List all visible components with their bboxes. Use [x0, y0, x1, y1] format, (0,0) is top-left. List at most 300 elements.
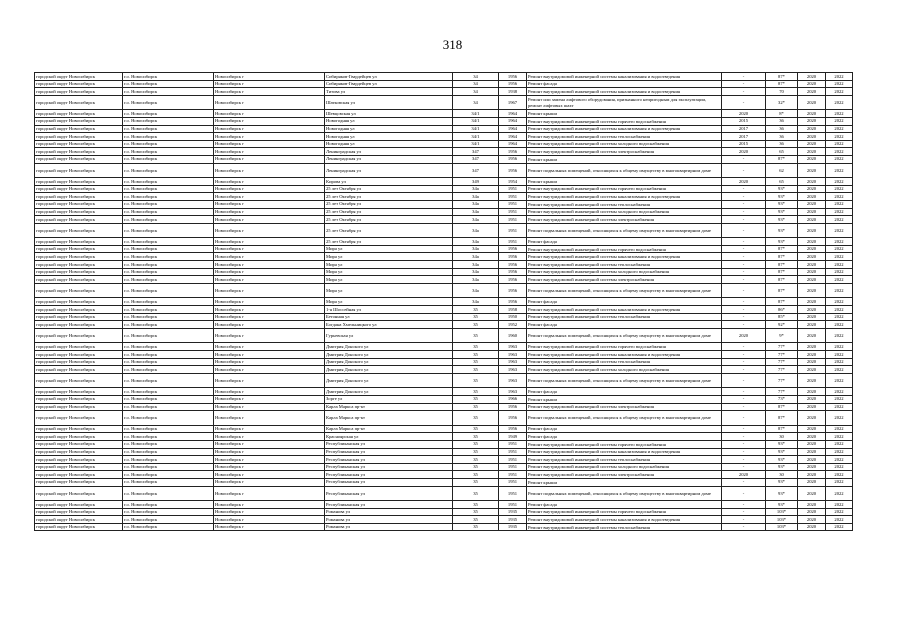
cell-district: г.о. Новосибирск	[123, 471, 214, 479]
cell-year-built: 1956	[499, 425, 527, 433]
cell-wear-percent: 77*	[766, 358, 798, 366]
cell-year-built: 1956	[499, 245, 527, 253]
table-row	[35, 433, 853, 441]
cell-plan-end: 2022	[826, 133, 853, 141]
cell-municipality: городской округ Новосибирск	[35, 425, 123, 433]
table-row	[35, 425, 853, 433]
table-row	[35, 403, 853, 411]
cell-year-built: 1951	[499, 463, 527, 471]
cell-district: г.о. Новосибирск	[123, 155, 214, 163]
cell-street: Дмитрия Донского ул	[325, 343, 453, 351]
cell-settlement: Новосибирск г	[214, 343, 325, 351]
cell-settlement: Новосибирск г	[214, 261, 325, 269]
cell-last-repair-year: -	[722, 388, 766, 396]
cell-municipality: городской округ Новосибирск	[35, 448, 123, 456]
cell-plan-start: 2020	[798, 261, 826, 269]
cell-wear-percent: 92*	[766, 321, 798, 329]
cell-district: г.о. Новосибирск	[123, 298, 214, 306]
cell-house: 35	[453, 388, 499, 396]
table-row	[35, 80, 853, 88]
cell-district: г.о. Новосибирск	[123, 245, 214, 253]
cell-year-built: 1960	[499, 328, 527, 343]
cell-municipality: городской округ Новосибирск	[35, 185, 123, 193]
cell-wear-percent: 93*	[766, 501, 798, 509]
cell-plan-start: 2020	[798, 253, 826, 261]
cell-work-type: Ремонт фасада	[527, 80, 722, 88]
cell-municipality: городской округ Новосибирск	[35, 373, 123, 388]
cell-work-type: Ремонт или замена лифтового оборудования, признанного непригодным для эксплуатации, ремонт лифтовых шахт	[527, 95, 722, 110]
cell-settlement: Новосибирск г	[214, 411, 325, 426]
cell-work-type: Ремонт внутридомовой инженерной системы холодного водоснабжения	[527, 140, 722, 148]
cell-work-type: Ремонт внутридомовой инженерной системы теплоснабжения	[527, 358, 722, 366]
cell-plan-end: 2022	[826, 403, 853, 411]
cell-plan-end: 2022	[826, 140, 853, 148]
cell-plan-start: 2020	[798, 373, 826, 388]
cell-district: г.о. Новосибирск	[123, 80, 214, 88]
cell-municipality: городской округ Новосибирск	[35, 238, 123, 246]
cell-year-built: 1964	[499, 125, 527, 133]
cell-municipality: городской округ Новосибирск	[35, 298, 123, 306]
cell-wear-percent: 65	[766, 148, 798, 156]
table-row	[35, 276, 853, 284]
cell-year-built: 1949	[499, 433, 527, 441]
cell-work-type: Ремонт крыши	[527, 478, 722, 486]
cell-street: Титова ул	[325, 88, 453, 96]
cell-plan-end: 2022	[826, 351, 853, 359]
cell-house: 34/1	[453, 125, 499, 133]
cell-year-built: 1956	[499, 73, 527, 81]
cell-wear-percent: 30	[766, 471, 798, 479]
cell-plan-end: 2022	[826, 486, 853, 501]
cell-municipality: городской округ Новосибирск	[35, 245, 123, 253]
cell-last-repair-year: -	[722, 486, 766, 501]
cell-last-repair-year: -	[722, 80, 766, 88]
cell-plan-end: 2022	[826, 395, 853, 403]
cell-street: Новогодняя ул	[325, 140, 453, 148]
cell-municipality: городской округ Новосибирск	[35, 321, 123, 329]
cell-wear-percent: 87*	[766, 73, 798, 81]
cell-house: 34	[453, 95, 499, 110]
table-row	[35, 268, 853, 276]
cell-plan-end: 2022	[826, 185, 853, 193]
cell-wear-percent: 93*	[766, 216, 798, 224]
cell-settlement: Новосибирск г	[214, 448, 325, 456]
cell-plan-end: 2022	[826, 321, 853, 329]
cell-plan-end: 2022	[826, 163, 853, 178]
cell-last-repair-year: -	[722, 440, 766, 448]
cell-last-repair-year: -	[722, 351, 766, 359]
table-row	[35, 125, 853, 133]
cell-house: 35	[453, 411, 499, 426]
cell-year-built: 1935	[499, 516, 527, 524]
cell-last-repair-year: -	[722, 253, 766, 261]
cell-last-repair-year: 2020	[722, 148, 766, 156]
cell-district: г.о. Новосибирск	[123, 223, 214, 238]
cell-municipality: городской округ Новосибирск	[35, 110, 123, 118]
cell-house: 34	[453, 73, 499, 81]
cell-work-type: Ремонт фасада	[527, 298, 722, 306]
cell-plan-start: 2020	[798, 223, 826, 238]
cell-district: г.о. Новосибирск	[123, 140, 214, 148]
cell-plan-end: 2022	[826, 148, 853, 156]
cell-plan-end: 2022	[826, 523, 853, 531]
cell-street: Шевцовская ул	[325, 110, 453, 118]
cell-settlement: Новосибирск г	[214, 358, 325, 366]
cell-wear-percent: 93*	[766, 185, 798, 193]
cell-last-repair-year: -	[722, 261, 766, 269]
cell-last-repair-year: -	[722, 343, 766, 351]
cell-district: г.о. Новосибирск	[123, 95, 214, 110]
table-row	[35, 373, 853, 388]
cell-plan-start: 2020	[798, 478, 826, 486]
cell-house: 35	[453, 478, 499, 486]
cell-house: 35	[453, 471, 499, 479]
cell-last-repair-year: 2020	[722, 328, 766, 343]
cell-municipality: городской округ Новосибирск	[35, 313, 123, 321]
cell-wear-percent: 93*	[766, 463, 798, 471]
table-row	[35, 358, 853, 366]
cell-house: 35	[453, 456, 499, 464]
cell-house: 35	[453, 403, 499, 411]
cell-work-type: Ремонт внутридомовой инженерной системы электроснабжения	[527, 148, 722, 156]
cell-year-built: 1967	[499, 95, 527, 110]
cell-settlement: Новосибирск г	[214, 328, 325, 343]
cell-house: 34а	[453, 268, 499, 276]
cell-street: 25 лет Октября ул	[325, 193, 453, 201]
cell-settlement: Новосибирск г	[214, 155, 325, 163]
cell-last-repair-year: -	[722, 185, 766, 193]
cell-house: 35	[453, 501, 499, 509]
cell-wear-percent: 93*	[766, 448, 798, 456]
cell-street: 25 лет Октября ул	[325, 208, 453, 216]
cell-settlement: Новосибирск г	[214, 163, 325, 178]
cell-year-built: 1951	[499, 478, 527, 486]
cell-last-repair-year: -	[722, 463, 766, 471]
cell-plan-start: 2020	[798, 298, 826, 306]
cell-plan-end: 2022	[826, 193, 853, 201]
cell-plan-end: 2022	[826, 298, 853, 306]
table-row	[35, 117, 853, 125]
cell-wear-percent: 87*	[766, 253, 798, 261]
cell-municipality: городской округ Новосибирск	[35, 223, 123, 238]
table-row	[35, 140, 853, 148]
cell-wear-percent: 87*	[766, 425, 798, 433]
cell-year-built: 1951	[499, 200, 527, 208]
cell-settlement: Новосибирск г	[214, 88, 325, 96]
cell-plan-start: 2020	[798, 216, 826, 224]
cell-work-type: Ремонт внутридомовой инженерной системы канализования и водоотведения	[527, 351, 722, 359]
cell-settlement: Новосибирск г	[214, 425, 325, 433]
cell-year-built: 1963	[499, 351, 527, 359]
cell-house: 34а	[453, 283, 499, 298]
cell-plan-start: 2020	[798, 411, 826, 426]
table-row	[35, 388, 853, 396]
cell-work-type: Ремонт крыши	[527, 110, 722, 118]
cell-municipality: городской округ Новосибирск	[35, 80, 123, 88]
cell-year-built: 1951	[499, 456, 527, 464]
cell-wear-percent: 32*	[766, 95, 798, 110]
cell-street: Гурьевская ул	[325, 328, 453, 343]
cell-plan-start: 2020	[798, 343, 826, 351]
cell-year-built: 1951	[499, 486, 527, 501]
cell-plan-start: 2020	[798, 448, 826, 456]
table-row	[35, 463, 853, 471]
cell-municipality: городской округ Новосибирск	[35, 358, 123, 366]
cell-work-type: Ремонт внутридомовой инженерной системы электроснабжения	[527, 216, 722, 224]
cell-work-type: Ремонт фасада	[527, 321, 722, 329]
cell-settlement: Новосибирск г	[214, 185, 325, 193]
cell-district: г.о. Новосибирск	[123, 306, 214, 314]
cell-plan-end: 2022	[826, 366, 853, 374]
cell-year-built: 1951	[499, 216, 527, 224]
cell-district: г.о. Новосибирск	[123, 148, 214, 156]
cell-last-repair-year: -	[722, 306, 766, 314]
cell-year-built: 1952	[499, 321, 527, 329]
cell-year-built: 1963	[499, 343, 527, 351]
cell-street: Республиканская ул	[325, 471, 453, 479]
cell-work-type: Ремонт внутридомовой инженерной системы теплоснабжения	[527, 261, 722, 269]
cell-district: г.о. Новосибирск	[123, 343, 214, 351]
cell-wear-percent: 103*	[766, 523, 798, 531]
cell-street: Мира ул	[325, 253, 453, 261]
cell-year-built: 1951	[499, 471, 527, 479]
cell-plan-start: 2020	[798, 328, 826, 343]
cell-district: г.о. Новосибирск	[123, 178, 214, 186]
cell-street: Новогодняя ул	[325, 125, 453, 133]
cell-plan-end: 2022	[826, 200, 853, 208]
cell-municipality: городской округ Новосибирск	[35, 216, 123, 224]
cell-plan-end: 2022	[826, 253, 853, 261]
table-row	[35, 110, 853, 118]
cell-work-type: Ремонт внутридомовой инженерной системы горячего водоснабжения	[527, 185, 722, 193]
cell-plan-end: 2022	[826, 456, 853, 464]
table-row	[35, 185, 853, 193]
cell-district: г.о. Новосибирск	[123, 133, 214, 141]
cell-plan-end: 2022	[826, 80, 853, 88]
cell-wear-percent: 93*	[766, 193, 798, 201]
cell-municipality: городской округ Новосибирск	[35, 478, 123, 486]
table-row	[35, 313, 853, 321]
cell-last-repair-year: -	[722, 508, 766, 516]
cell-house: 34а	[453, 223, 499, 238]
cell-plan-start: 2020	[798, 238, 826, 246]
cell-work-type: Ремонт внутридомовой инженерной системы электроснабжения	[527, 471, 722, 479]
cell-street: Республиканская ул	[325, 463, 453, 471]
cell-municipality: городской округ Новосибирск	[35, 388, 123, 396]
cell-last-repair-year: -	[722, 276, 766, 284]
cell-plan-start: 2020	[798, 463, 826, 471]
cell-settlement: Новосибирск г	[214, 298, 325, 306]
cell-street: Новогодняя ул	[325, 133, 453, 141]
cell-last-repair-year: -	[722, 155, 766, 163]
cell-year-built: 1958	[499, 306, 527, 314]
cell-district: г.о. Новосибирск	[123, 486, 214, 501]
cell-wear-percent: 87*	[766, 411, 798, 426]
cell-district: г.о. Новосибирск	[123, 88, 214, 96]
cell-municipality: городской округ Новосибирск	[35, 351, 123, 359]
cell-street: Бетонная ул	[325, 313, 453, 321]
cell-house: 34а	[453, 261, 499, 269]
table-row	[35, 366, 853, 374]
cell-year-built: 1951	[499, 501, 527, 509]
cell-house: 35	[453, 343, 499, 351]
cell-wear-percent: 87*	[766, 268, 798, 276]
cell-house: 34а	[453, 276, 499, 284]
cell-work-type: Ремонт внутридомовой инженерной системы канализования и водоотведения	[527, 306, 722, 314]
cell-plan-start: 2020	[798, 508, 826, 516]
cell-municipality: городской округ Новосибирск	[35, 523, 123, 531]
cell-work-type: Ремонт фасада	[527, 501, 722, 509]
cell-street: Дмитрия Донского ул	[325, 388, 453, 396]
cell-street: Мира ул	[325, 268, 453, 276]
cell-work-type: Ремонт фасада	[527, 238, 722, 246]
cell-district: г.о. Новосибирск	[123, 216, 214, 224]
cell-year-built: 1956	[499, 253, 527, 261]
cell-plan-end: 2022	[826, 508, 853, 516]
cell-street: Карла Маркса пр-кт	[325, 403, 453, 411]
cell-work-type: Ремонт крыши	[527, 155, 722, 163]
cell-house: 34а	[453, 253, 499, 261]
cell-last-repair-year: -	[722, 395, 766, 403]
cell-plan-end: 2022	[826, 88, 853, 96]
cell-plan-start: 2020	[798, 208, 826, 216]
cell-municipality: городской округ Новосибирск	[35, 328, 123, 343]
cell-last-repair-year: -	[722, 193, 766, 201]
cell-street: Богдана Хмельницкого ул	[325, 321, 453, 329]
cell-work-type: Ремонт внутридомовой инженерной системы теплоснабжения	[527, 456, 722, 464]
cell-street: Дмитрия Донского ул	[325, 358, 453, 366]
cell-work-type: Ремонт внутридомовой инженерной системы горячего водоснабжения	[527, 440, 722, 448]
table-row	[35, 200, 853, 208]
cell-street: 25 лет Октября ул	[325, 216, 453, 224]
cell-last-repair-year: -	[722, 433, 766, 441]
cell-work-type: Ремонт внутридомовой инженерной системы холодного водоснабжения	[527, 208, 722, 216]
cell-plan-start: 2020	[798, 523, 826, 531]
cell-plan-end: 2022	[826, 433, 853, 441]
cell-plan-end: 2022	[826, 501, 853, 509]
cell-house: 349	[453, 178, 499, 186]
cell-work-type: Ремонт фасада	[527, 433, 722, 441]
cell-wear-percent: 93*	[766, 478, 798, 486]
cell-wear-percent: 77*	[766, 388, 798, 396]
cell-last-repair-year: 2020	[722, 110, 766, 118]
cell-district: г.о. Новосибирск	[123, 313, 214, 321]
table-row	[35, 516, 853, 524]
cell-last-repair-year: -	[722, 411, 766, 426]
cell-plan-start: 2020	[798, 155, 826, 163]
cell-plan-end: 2022	[826, 471, 853, 479]
cell-district: г.о. Новосибирск	[123, 440, 214, 448]
cell-house: 347	[453, 163, 499, 178]
cell-street: Мира ул	[325, 298, 453, 306]
cell-settlement: Новосибирск г	[214, 501, 325, 509]
cell-wear-percent: 36	[766, 117, 798, 125]
cell-wear-percent: 87*	[766, 403, 798, 411]
cell-settlement: Новосибирск г	[214, 238, 325, 246]
cell-last-repair-year: -	[722, 448, 766, 456]
cell-wear-percent: 93*	[766, 486, 798, 501]
cell-house: 35	[453, 321, 499, 329]
cell-wear-percent: 77*	[766, 366, 798, 374]
cell-work-type: Ремонт внутридомовой инженерной системы канализования и водоотведения	[527, 88, 722, 96]
cell-year-built: 1956	[499, 155, 527, 163]
cell-house: 34	[453, 88, 499, 96]
table-row	[35, 440, 853, 448]
cell-wear-percent: 62	[766, 163, 798, 178]
cell-municipality: городской округ Новосибирск	[35, 403, 123, 411]
cell-plan-end: 2022	[826, 440, 853, 448]
cell-municipality: городской округ Новосибирск	[35, 463, 123, 471]
cell-district: г.о. Новосибирск	[123, 425, 214, 433]
cell-house: 347	[453, 148, 499, 156]
cell-plan-end: 2022	[826, 448, 853, 456]
cell-last-repair-year: -	[722, 478, 766, 486]
cell-settlement: Новосибирск г	[214, 478, 325, 486]
cell-wear-percent: 93*	[766, 440, 798, 448]
cell-wear-percent: 87*	[766, 80, 798, 88]
cell-plan-end: 2022	[826, 343, 853, 351]
cell-street: Ленинградская ул	[325, 155, 453, 163]
cell-district: г.о. Новосибирск	[123, 358, 214, 366]
cell-district: г.о. Новосибирск	[123, 411, 214, 426]
cell-year-built: 1964	[499, 117, 527, 125]
cell-settlement: Новосибирск г	[214, 456, 325, 464]
cell-settlement: Новосибирск г	[214, 245, 325, 253]
cell-plan-start: 2020	[798, 456, 826, 464]
cell-plan-start: 2020	[798, 388, 826, 396]
cell-year-built: 1951	[499, 440, 527, 448]
cell-plan-start: 2020	[798, 433, 826, 441]
cell-wear-percent: 93*	[766, 200, 798, 208]
cell-settlement: Новосибирск г	[214, 148, 325, 156]
cell-year-built: 1951	[499, 448, 527, 456]
cell-municipality: городской округ Новосибирск	[35, 155, 123, 163]
cell-house: 34а	[453, 245, 499, 253]
cell-house: 34а	[453, 298, 499, 306]
cell-year-built: 1964	[499, 140, 527, 148]
cell-last-repair-year: -	[722, 373, 766, 388]
cell-work-type: Ремонт внутридомовой инженерной системы горячего водоснабжения	[527, 117, 722, 125]
cell-year-built: 1956	[499, 148, 527, 156]
cell-municipality: городской округ Новосибирск	[35, 433, 123, 441]
cell-work-type: Ремонт внутридомовой инженерной системы холодного водоснабжения	[527, 366, 722, 374]
cell-municipality: городской округ Новосибирск	[35, 133, 123, 141]
cell-street: Дмитрия Донского ул	[325, 373, 453, 388]
cell-wear-percent: 87*	[766, 298, 798, 306]
cell-street: Мира ул	[325, 245, 453, 253]
cell-municipality: городской округ Новосибирск	[35, 125, 123, 133]
cell-wear-percent: 87*	[766, 155, 798, 163]
cell-last-repair-year: -	[722, 403, 766, 411]
cell-street: Романова ул	[325, 508, 453, 516]
cell-year-built: 1956	[499, 163, 527, 178]
cell-house: 34а	[453, 208, 499, 216]
cell-wear-percent: 87*	[766, 245, 798, 253]
cell-last-repair-year: -	[722, 283, 766, 298]
cell-plan-end: 2022	[826, 328, 853, 343]
cell-plan-end: 2022	[826, 73, 853, 81]
table-body	[35, 73, 853, 531]
table-row	[35, 351, 853, 359]
cell-settlement: Новосибирск г	[214, 373, 325, 388]
cell-plan-start: 2020	[798, 117, 826, 125]
table-row	[35, 261, 853, 269]
cell-wear-percent: 93*	[766, 456, 798, 464]
cell-district: г.о. Новосибирск	[123, 268, 214, 276]
cell-work-type: Ремонт внутридомовой инженерной системы холодного водоснабжения	[527, 268, 722, 276]
cell-municipality: городской округ Новосибирск	[35, 486, 123, 501]
cell-work-type: Ремонт подвальных помещений, относящихся к общему имуществу в многоквартирном доме	[527, 283, 722, 298]
